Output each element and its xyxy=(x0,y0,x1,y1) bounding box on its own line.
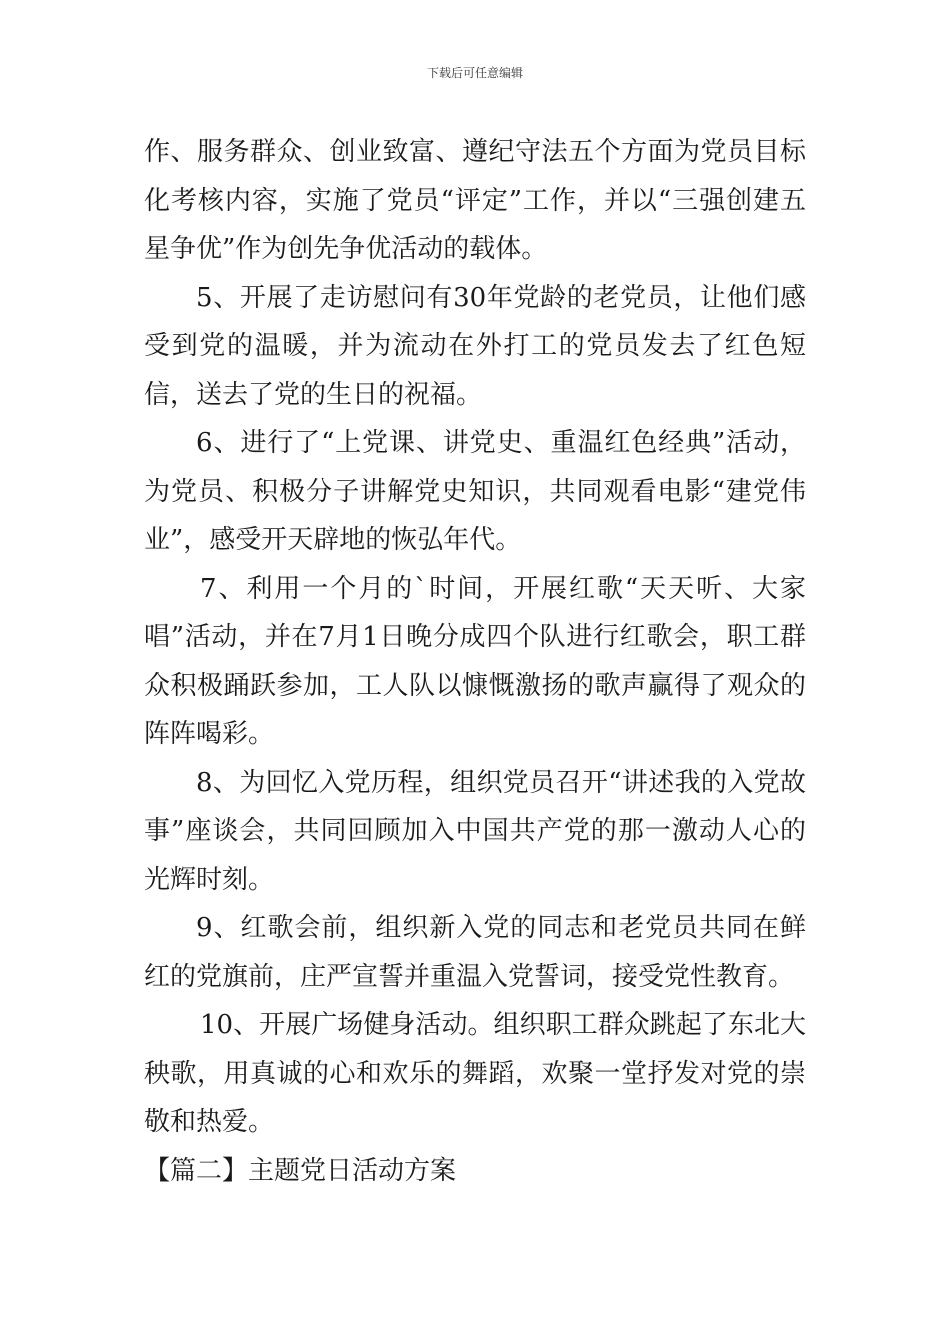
document-body xyxy=(144,128,806,1195)
paragraph-item-10: 10、开展广场健身活动。组织职工群众跳起了东北大秧歌，用真诚的心和欢乐的舞蹈，欢聚一堂抒发对党的崇敬和热爱。 xyxy=(144,1010,806,1137)
paragraph-item-8: 8、为回忆入党历程，组织党员召开“讲述我的入党故事”座谈会，共同回顾加入中国共产党的那一激动人心的光辉时刻。 xyxy=(144,767,806,895)
paragraph-item-5: 5、开展了走访慰问有30年党龄的老党员，让他们感受到党的温暖，并为流动在外打工的党员发去了红色短信，送去了党的生日的祝福。 xyxy=(144,282,806,410)
paragraph-item-9: 9、红歌会前，组织新入党的同志和老党员共同在鲜红的党旗前，庄严宣誓并重温入党誓词，接受党性教育。 xyxy=(144,913,806,992)
page-header: 下载后可任意编辑 xyxy=(426,66,523,80)
paragraph-item-6: 6、进行了“上党课、讲党史、重温红色经典”活动，为党员、积极分子讲解党史知识，共同观看电影“建党伟业”，感受开天辟地的恢弘年代。 xyxy=(144,428,806,555)
paragraph-continuation: 作、服务群众、创业致富、遵纪守法五个方面为党员目标化考核内容，实施了党员“评定”工作，并以“三强创建五星争优”作为创先争优活动的载体。 xyxy=(144,137,806,264)
paragraph-item-7: 7、利用一个月的`时间，开展红歌“天天听、大家唱”活动，并在7月1日晚分成四个队进行红歌会，职工群众积极踊跃参加，工人队以慷慨激扬的歌声赢得了观众的阵阵喝彩。 xyxy=(144,573,806,749)
section-heading: 【篇二】主题党日活动方案 xyxy=(144,1155,457,1186)
